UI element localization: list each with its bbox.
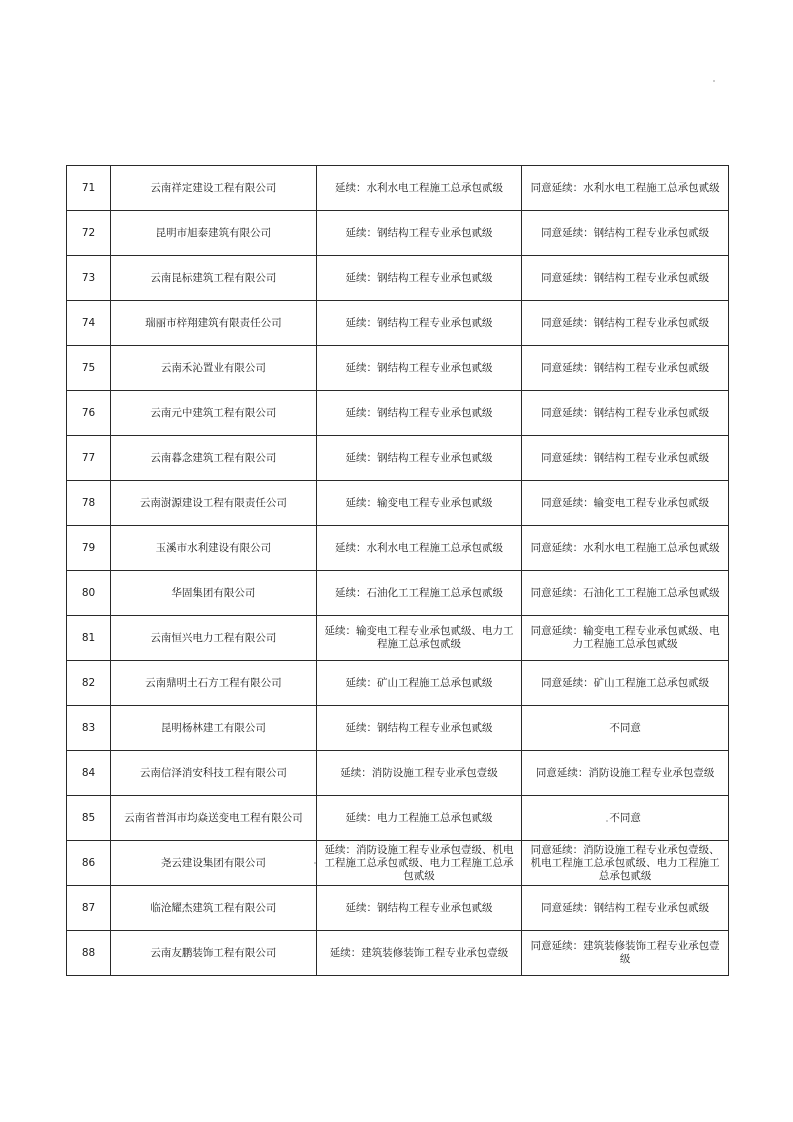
opinion-cell: 同意延续：消防设施工程专业承包壹级 — [522, 751, 729, 796]
application-cell: 延续：矿山工程施工总承包贰级 — [316, 661, 522, 706]
application-cell: 延续：输变电工程专业承包贰级、电力工程施工总承包贰级 — [316, 616, 522, 661]
table-row — [67, 256, 729, 301]
opinion-cell: 同意延续：消防设施工程专业承包壹级、机电工程施工总承包贰级、电力工程施工总承包贰级 — [522, 841, 729, 886]
application-cell: 延续：水利水电工程施工总承包贰级 — [316, 166, 522, 211]
company-name-cell: 云南友鹏装饰工程有限公司 — [111, 931, 317, 976]
application-cell: 延续：钢结构工程专业承包贰级 — [316, 211, 522, 256]
scan-speck — [606, 820, 608, 822]
company-name-cell: 云南省普洱市均焱送变电工程有限公司 — [111, 796, 317, 841]
opinion-cell: 同意延续：钢结构工程专业承包贰级 — [522, 391, 729, 436]
company-name-cell: 玉溪市水利建设有限公司 — [111, 526, 317, 571]
row-number-cell: 77 — [67, 436, 111, 481]
table-row — [67, 661, 729, 706]
application-cell: 延续：电力工程施工总承包贰级 — [316, 796, 522, 841]
row-number-cell: 80 — [67, 571, 111, 616]
table-row — [67, 796, 729, 841]
row-number-cell: 88 — [67, 931, 111, 976]
opinion-cell: 同意延续：钢结构工程专业承包贰级 — [522, 436, 729, 481]
row-number-cell: 75 — [67, 346, 111, 391]
scan-speck — [713, 80, 715, 82]
table-row — [67, 931, 729, 976]
opinion-cell: 不同意 — [522, 796, 729, 841]
company-name-cell: 云南暮念建筑工程有限公司 — [111, 436, 317, 481]
opinion-cell: 同意延续：输变电工程专业承包贰级、电力工程施工总承包贰级 — [522, 616, 729, 661]
company-name-cell: 云南昆标建筑工程有限公司 — [111, 256, 317, 301]
company-name-cell: 云南鼎明土石方工程有限公司 — [111, 661, 317, 706]
application-cell: 延续：钢结构工程专业承包贰级 — [316, 256, 522, 301]
application-cell: 延续：消防设施工程专业承包壹级、机电工程施工总承包贰级、电力工程施工总承包贰级 — [316, 841, 522, 886]
table-row — [67, 346, 729, 391]
opinion-cell: 同意延续：建筑装修装饰工程专业承包壹级 — [522, 931, 729, 976]
table-row — [67, 751, 729, 796]
application-cell: 延续：输变电工程专业承包贰级 — [316, 481, 522, 526]
table-row — [67, 571, 729, 616]
opinion-cell: 同意延续：钢结构工程专业承包贰级 — [522, 211, 729, 256]
opinion-cell: 不同意 — [522, 706, 729, 751]
row-number-cell: 73 — [67, 256, 111, 301]
scan-speck — [314, 862, 316, 864]
opinion-cell: 同意延续：水利水电工程施工总承包贰级 — [522, 166, 729, 211]
application-cell: 延续：钢结构工程专业承包贰级 — [316, 346, 522, 391]
row-number-cell: 74 — [67, 301, 111, 346]
company-name-cell: 华固集团有限公司 — [111, 571, 317, 616]
opinion-cell: 同意延续：钢结构工程专业承包贰级 — [522, 256, 729, 301]
application-cell: 延续：建筑装修装饰工程专业承包壹级 — [316, 931, 522, 976]
row-number-cell: 72 — [67, 211, 111, 256]
application-cell: 延续：水利水电工程施工总承包贰级 — [316, 526, 522, 571]
table-body — [67, 166, 729, 976]
company-name-cell: 云南祥定建设工程有限公司 — [111, 166, 317, 211]
company-name-cell: 临沧耀杰建筑工程有限公司 — [111, 886, 317, 931]
table-row — [67, 436, 729, 481]
row-number-cell: 87 — [67, 886, 111, 931]
qualification-table — [66, 165, 729, 976]
table-row — [67, 481, 729, 526]
company-name-cell: 云南禾沁置业有限公司 — [111, 346, 317, 391]
table-row — [67, 211, 729, 256]
opinion-cell: 同意延续：输变电工程专业承包贰级 — [522, 481, 729, 526]
company-name-cell: 云南信泽消安科技工程有限公司 — [111, 751, 317, 796]
application-cell: 延续：钢结构工程专业承包贰级 — [316, 706, 522, 751]
application-cell: 延续：消防设施工程专业承包壹级 — [316, 751, 522, 796]
table-row — [67, 391, 729, 436]
company-name-cell: 尧云建设集团有限公司 — [111, 841, 317, 886]
row-number-cell: 81 — [67, 616, 111, 661]
company-name-cell: 昆明市旭泰建筑有限公司 — [111, 211, 317, 256]
row-number-cell: 83 — [67, 706, 111, 751]
opinion-cell: 同意延续：矿山工程施工总承包贰级 — [522, 661, 729, 706]
table-row — [67, 526, 729, 571]
company-name-cell: 瑞丽市梓翔建筑有限责任公司 — [111, 301, 317, 346]
table-row — [67, 841, 729, 886]
opinion-cell: 同意延续：石油化工工程施工总承包贰级 — [522, 571, 729, 616]
application-cell: 延续：钢结构工程专业承包贰级 — [316, 436, 522, 481]
application-cell: 延续：钢结构工程专业承包贰级 — [316, 301, 522, 346]
table-row — [67, 166, 729, 211]
opinion-cell: 同意延续：水利水电工程施工总承包贰级 — [522, 526, 729, 571]
row-number-cell: 86 — [67, 841, 111, 886]
table-row — [67, 886, 729, 931]
row-number-cell: 71 — [67, 166, 111, 211]
table-row — [67, 301, 729, 346]
table-row — [67, 616, 729, 661]
opinion-cell: 同意延续：钢结构工程专业承包贰级 — [522, 346, 729, 391]
company-name-cell: 云南澍源建设工程有限责任公司 — [111, 481, 317, 526]
application-cell: 延续：钢结构工程专业承包贰级 — [316, 886, 522, 931]
application-cell: 延续：钢结构工程专业承包贰级 — [316, 391, 522, 436]
application-cell: 延续：石油化工工程施工总承包贰级 — [316, 571, 522, 616]
opinion-cell: 同意延续：钢结构工程专业承包贰级 — [522, 886, 729, 931]
company-name-cell: 云南元中建筑工程有限公司 — [111, 391, 317, 436]
row-number-cell: 78 — [67, 481, 111, 526]
company-name-cell: 昆明杨林建工有限公司 — [111, 706, 317, 751]
row-number-cell: 76 — [67, 391, 111, 436]
table-row — [67, 706, 729, 751]
row-number-cell: 85 — [67, 796, 111, 841]
row-number-cell: 84 — [67, 751, 111, 796]
company-name-cell: 云南恒兴电力工程有限公司 — [111, 616, 317, 661]
row-number-cell: 82 — [67, 661, 111, 706]
opinion-cell: 同意延续：钢结构工程专业承包贰级 — [522, 301, 729, 346]
row-number-cell: 79 — [67, 526, 111, 571]
